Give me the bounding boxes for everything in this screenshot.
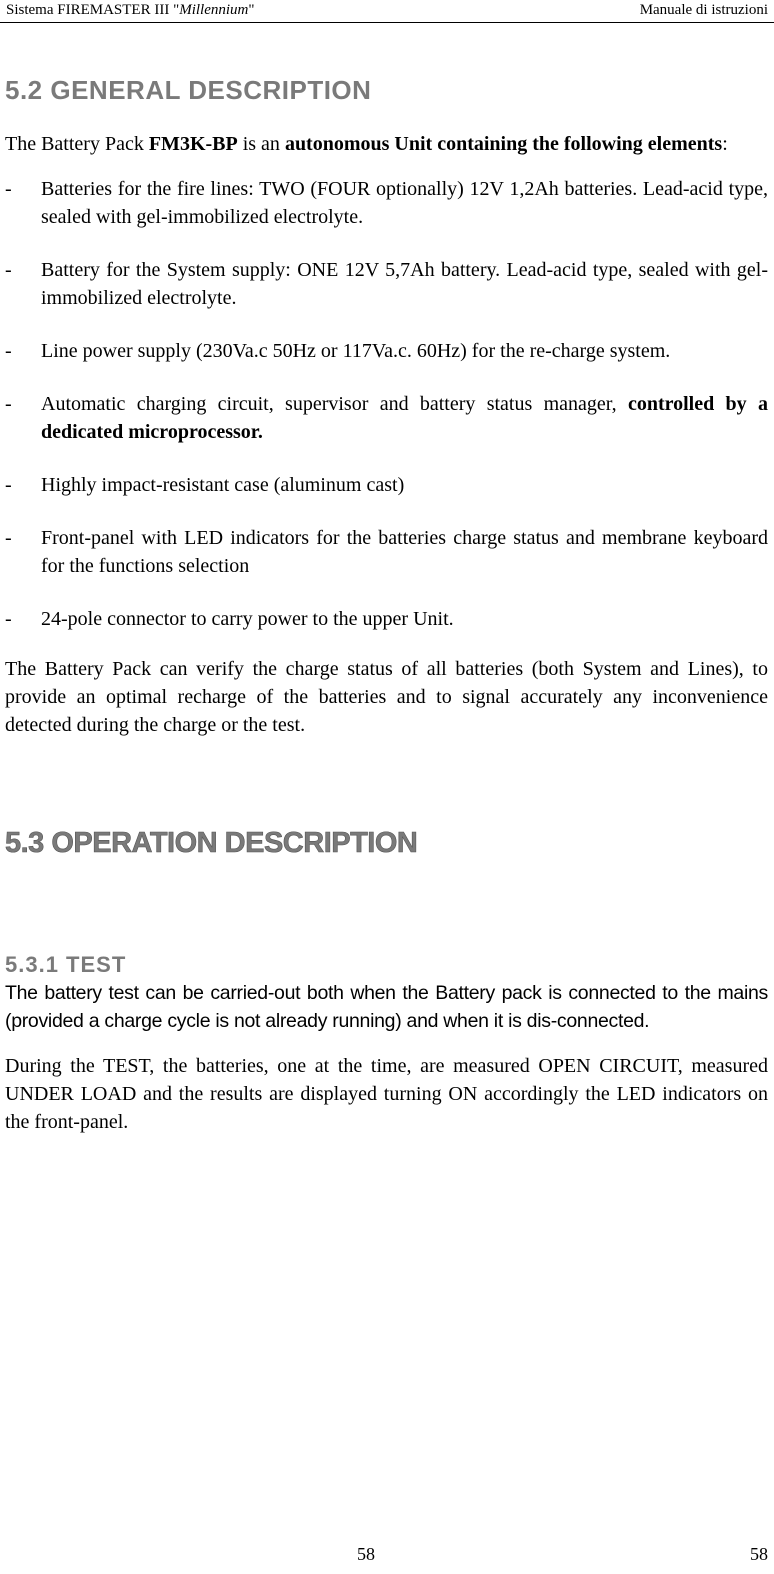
section-title-operation-description: 5.3 OPERATION DESCRIPTION xyxy=(5,827,418,859)
list-item-text: Automatic charging circuit, supervisor and battery status manager, xyxy=(41,393,628,415)
list-dash: - xyxy=(5,393,12,415)
subsection-title-test: 5.3.1 TEST xyxy=(5,952,127,977)
list-item xyxy=(5,337,768,365)
header-title-prefix: Sistema FIREMASTER III " xyxy=(6,2,180,18)
intro-text-2: is an xyxy=(237,133,285,155)
test-paragraph-2: During the TEST, the batteries, one at the time, are measured OPEN CIRCUIT, measured UNDER LOAD and the results are displayed turning ON accordingly the LED indicators on the front-panel. xyxy=(5,1055,768,1133)
intro-product-code: FM3K-BP xyxy=(148,133,238,155)
list-item-text: Line power supply (230Va.c 50Hz or 117Va.c. 60Hz) for the re-charge system. xyxy=(41,340,671,362)
list-item xyxy=(5,175,768,231)
list-item xyxy=(5,256,768,312)
list-dash: - xyxy=(5,259,12,281)
list-item xyxy=(5,471,768,499)
list-item xyxy=(5,605,768,633)
test-paragraph-1: The battery test can be carried-out both when the Battery pack is connected to the mains (provided a charge cycle is not already running) and when it is dis-connected. xyxy=(5,982,768,1032)
footer-page-number-center: 58 xyxy=(357,1544,375,1564)
header-document-title xyxy=(6,0,254,20)
list-dash: - xyxy=(5,527,12,549)
list-dash: - xyxy=(5,340,12,362)
list-item-text: 24-pole connector to carry power to the upper Unit. xyxy=(41,608,454,630)
list-item-text: Batteries for the fire lines: TWO (FOUR optionally) 12V 1,2Ah batteries. Lead-acid type, sealed with gel-immobilized electrolyte. xyxy=(41,178,768,228)
list-item xyxy=(5,390,768,446)
intro-emphasis: autonomous Unit containing the following elements xyxy=(284,133,723,155)
feature-list xyxy=(5,175,768,633)
intro-text-3: : xyxy=(722,133,728,155)
header-title-italic: Millennium xyxy=(179,2,249,18)
intro-paragraph xyxy=(5,130,768,158)
section-title-general-description: 5.2 GENERAL DESCRIPTION xyxy=(5,75,372,105)
page-content xyxy=(5,70,768,1136)
list-item xyxy=(5,524,768,580)
intro-text-1: The Battery Pack xyxy=(5,133,149,155)
summary-paragraph: The Battery Pack can verify the charge status of all batteries (both System and Lines), to provide an optimal recharge of the batteries and to signal accurately any inconvenience detected during the charge or the test. xyxy=(5,658,768,736)
page-header xyxy=(0,0,774,23)
list-item-text: Highly impact-resistant case (aluminum cast) xyxy=(41,474,405,496)
list-item-text: Battery for the System supply: ONE 12V 5,7Ah battery. Lead-acid type, sealed with gel-immobilized electrolyte. xyxy=(41,259,768,309)
header-title-suffix: " xyxy=(248,2,255,18)
list-item-text: Front-panel with LED indicators for the batteries charge status and membrane keyboard for the functions selection xyxy=(41,527,768,577)
list-dash: - xyxy=(5,608,12,630)
page-footer xyxy=(0,1540,774,1568)
list-dash: - xyxy=(5,178,12,200)
header-manual-label: Manuale di istruzioni xyxy=(639,2,768,18)
footer-page-number-right: 58 xyxy=(750,1544,768,1564)
list-dash: - xyxy=(5,474,12,496)
list-item-bold-text: controlled by a dedicated microprocessor. xyxy=(41,393,768,443)
